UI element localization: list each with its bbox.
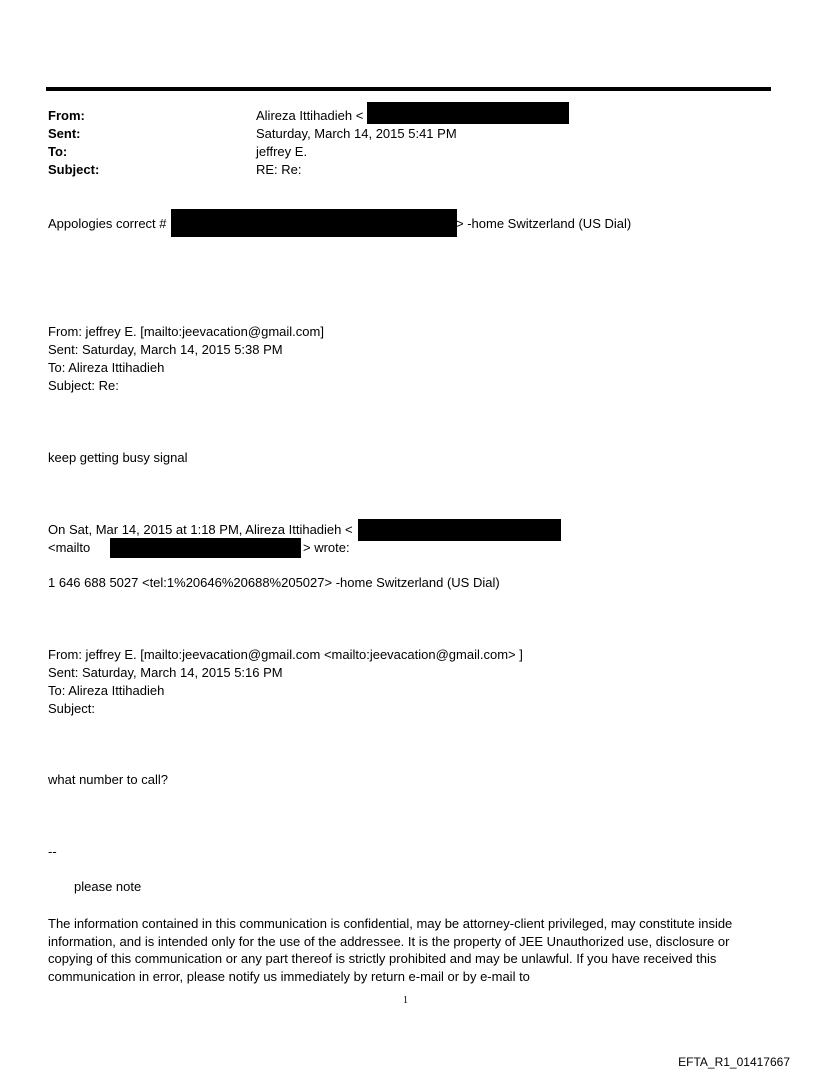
quoted3-sent: Sent: Saturday, March 14, 2015 5:16 PM [48, 665, 283, 680]
subject-label: Subject: [48, 162, 100, 177]
quoted1-from: From: jeffrey E. [mailto:jeevacation@gmail.com] [48, 324, 324, 339]
signature-separator: -- [48, 844, 57, 859]
subject-value: RE: Re: [256, 162, 302, 177]
redaction-box [110, 538, 301, 558]
quoted3-to: To: Alireza Ittihadieh [48, 683, 165, 698]
quoted2-mailto-prefix: <mailto [48, 540, 91, 555]
quoted3-subject: Subject: [48, 701, 95, 716]
quoted1-body: keep getting busy signal [48, 450, 188, 465]
quoted3-body: what number to call? [48, 772, 168, 787]
quoted3-from: From: jeffrey E. [mailto:jeevacation@gmail.com <mailto:jeevacation@gmail.com> ] [48, 647, 523, 662]
to-label: To: [48, 144, 68, 159]
from-value: Alireza Ittihadieh < [256, 108, 364, 123]
message-body-suffix: > -home Switzerland (US Dial) [456, 216, 632, 231]
header-rule [46, 87, 771, 91]
redaction-box [367, 102, 569, 124]
quoted2-mailto-suffix: > wrote: [303, 540, 350, 555]
page-number: 1 [403, 995, 408, 1006]
quoted2-mailto-line [48, 539, 90, 557]
to-value: jeffrey E. [256, 144, 308, 159]
message-body-suffix-line [456, 215, 631, 233]
document-id: EFTA_R1_01417667 [678, 1055, 790, 1069]
quoted1-sent: Sent: Saturday, March 14, 2015 5:38 PM [48, 342, 283, 357]
redaction-box [358, 519, 561, 541]
please-note: please note [74, 879, 142, 894]
quoted1-to: To: Alireza Ittihadieh [48, 360, 165, 375]
sent-value: Saturday, March 14, 2015 5:41 PM [256, 126, 457, 141]
confidentiality-disclaimer: The information contained in this communication is confidential, may be attorney-client privileged, may constitute inside information, and is intended only for the use of the addressee. It is the property of JEE Unauthorized use, disclosure or copying of this communication or any part thereof is strictly prohibited and may be unlawful. If you have received this communication in error, please notify us immediately by return e-mail or by e-mail to [48, 916, 733, 984]
quoted2-body: 1 646 688 5027 <tel:1%20646%20688%205027> -home Switzerland (US Dial) [48, 575, 500, 590]
quoted1-subject: Subject: Re: [48, 378, 119, 393]
quoted2-on-line [48, 521, 353, 539]
sent-label: Sent: [48, 126, 81, 141]
quoted2-mailto-suffix-line [303, 539, 350, 557]
message-body-line [48, 215, 167, 233]
from-label: From: [48, 108, 85, 123]
message-body-prefix: Appologies correct # [48, 216, 167, 231]
redaction-box [171, 209, 457, 237]
quoted2-on-prefix: On Sat, Mar 14, 2015 at 1:18 PM, Alireza Ittihadieh < [48, 522, 353, 537]
